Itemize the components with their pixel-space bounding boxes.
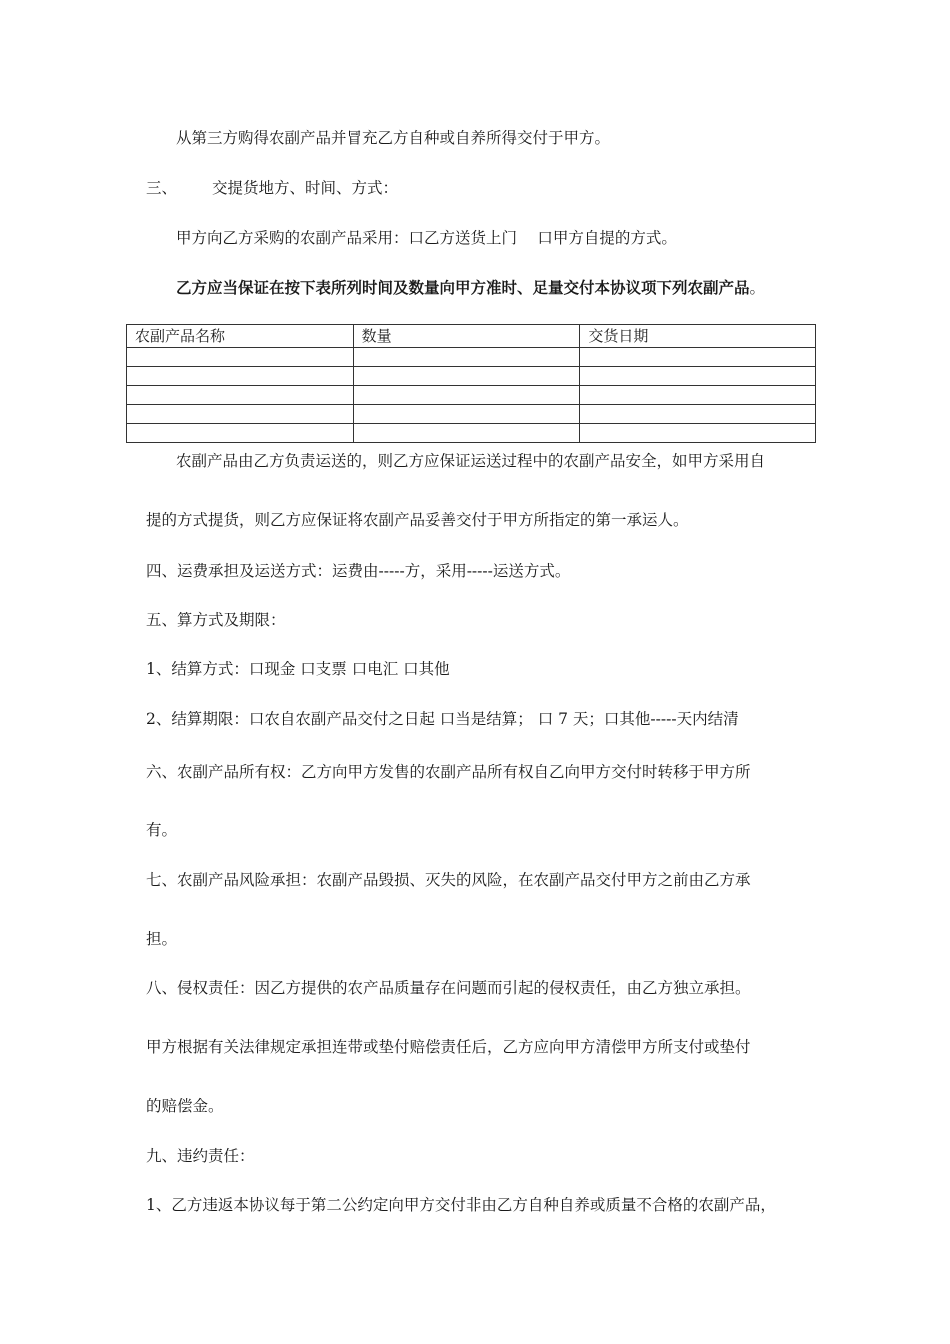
table-cell xyxy=(127,424,354,443)
paragraph-transport-safety-cont: 提的方式提货，则乙方应保证将农副产品妥善交付于甲方所指定的第一承运人。 xyxy=(146,511,689,529)
header-delivery-date: 交货日期 xyxy=(580,325,816,348)
section-5-heading: 五、算方式及期限： xyxy=(146,611,286,629)
delivery-schedule-table xyxy=(126,324,816,443)
section-6-ownership-cont: 有。 xyxy=(146,821,178,839)
paragraph-delivery-method: 甲方向乙方采购的农副产品采用：口乙方送货上门 口甲方自提的方式。 xyxy=(176,229,677,247)
section-3-heading xyxy=(146,178,398,198)
section-4-freight: 四、运费承担及运送方式：运费由-----方，采用-----运送方式。 xyxy=(146,562,571,580)
delivery-guarantee-text: 乙方应当保证在按下表所列时间及数量向甲方准时、足量交付本协议项下列农副产品 xyxy=(176,278,750,297)
table-cell xyxy=(580,424,816,443)
table-cell xyxy=(127,367,354,386)
table-row xyxy=(127,405,816,424)
table-cell xyxy=(353,424,580,443)
table-row xyxy=(127,367,816,386)
table-cell xyxy=(580,386,816,405)
section-7-risk: 七、农副产品风险承担：农副产品毁损、灭失的风险，在农副产品交付甲方之前由乙方承 xyxy=(146,871,751,889)
table-cell xyxy=(353,348,580,367)
table-row xyxy=(127,348,816,367)
table-cell xyxy=(353,405,580,424)
header-product-name: 农副产品名称 xyxy=(127,325,354,348)
table-header-row xyxy=(127,325,816,348)
table-cell xyxy=(127,386,354,405)
section-8-tort: 八、侵权责任：因乙方提供的农产品质量存在问题而引起的侵权责任，由乙方独立承担。 xyxy=(146,979,751,997)
section-6-ownership: 六、农副产品所有权：乙方向甲方发售的农副产品所有权自乙向甲方交付时转移于甲方所 xyxy=(146,763,751,781)
table-row xyxy=(127,424,816,443)
section-7-risk-cont: 担。 xyxy=(146,930,178,948)
table-cell xyxy=(580,405,816,424)
table-cell xyxy=(580,367,816,386)
table-cell xyxy=(353,367,580,386)
delivery-guarantee-period: 。 xyxy=(749,279,766,297)
settlement-method: 1、结算方式：口现金 口支票 口电汇 口其他 xyxy=(146,660,450,678)
paragraph-third-party: 从第三方购得农副产品并冒充乙方自种或自养所得交付于甲方。 xyxy=(176,129,611,147)
table-cell xyxy=(353,386,580,405)
section-8-tort-cont2: 的赔偿金。 xyxy=(146,1097,224,1115)
paragraph-delivery-guarantee xyxy=(176,278,765,298)
section-9-heading: 九、违约责任： xyxy=(146,1147,255,1165)
table-cell xyxy=(580,348,816,367)
table-cell xyxy=(127,405,354,424)
settlement-period: 2、结算期限：口农自农副产品交付之日起 口当是结算； 口 7 天；口其他-----天内结清 xyxy=(146,710,739,728)
table-cell xyxy=(127,348,354,367)
section-3-number: 三、 xyxy=(146,179,178,197)
paragraph-transport-safety: 农副产品由乙方负责运送的，则乙方应保证运送过程中的农副产品安全，如甲方采用自 xyxy=(176,452,766,470)
section-8-tort-cont1: 甲方根据有关法律规定承担连带或垫付赔偿责任后，乙方应向甲方清偿甲方所支付或垫付 xyxy=(146,1038,751,1056)
table-row xyxy=(127,386,816,405)
section-3-title: 交提货地方、时间、方式： xyxy=(212,179,399,197)
section-9-item-1: 1、乙方违返本协议每于第二公约定向甲方交付非由乙方自种自养或质量不合格的农副产品， xyxy=(146,1196,776,1214)
header-quantity: 数量 xyxy=(353,325,580,348)
